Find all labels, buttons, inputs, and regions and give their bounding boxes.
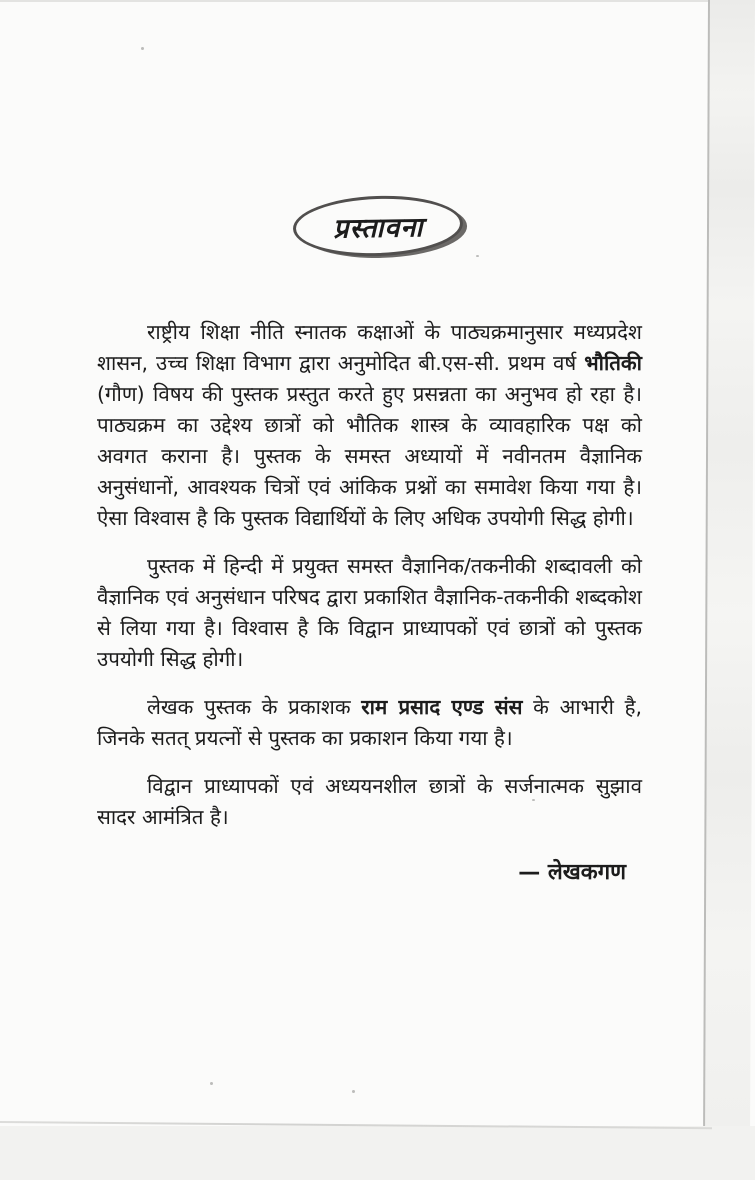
scan-bottom-area (0, 1126, 755, 1180)
scan-speck (210, 1082, 213, 1085)
scan-top-edge (0, 0, 755, 2)
paragraph: लेखक पुस्तक के प्रकाशक राम प्रसाद एण्ड संस के आभारी है, जिनके सतत् प्रयत्नों से पुस्तक का प्रकाशन किया गया है। (97, 695, 643, 750)
paragraph: राष्ट्रीय शिक्षा नीति स्नातक कक्षाओं के पाठ्यक्रमानुसार मध्यप्रदेश शासन, उच्च शिक्षा विभाग द्वारा अनुमोदित बी.एस-सी. प्रथम वर्ष भौतिकी (गौण) विषय की पुस्तक प्रस्तुत करते हुए प्रसन्नता का अनुभव हो रहा है। पाठ्यक्रम का उद्देश्य छात्रों को भौतिक शास्त्र के व्यावहारिक पक्ष को अवगत कराना है। पुस्तक के समस्त अध्यायों में नवीनतम वैज्ञानिक अनुसंधानों, आवश्यक चित्रों एवं आंकिक प्रश्नों का समावेश किया गया है। ऐसा विश्वास है कि पुस्तक विद्यार्थियों के लिए अधिक उपयोगी सिद्ध होगी। (97, 320, 642, 530)
scan-speck (476, 255, 479, 257)
scan-edge-strip (703, 0, 755, 1180)
paragraph: विद्वान प्राध्यापकों एवं अध्ययनशील छात्रों के सर्जनात्मक सुझाव सादर आमंत्रित है। (97, 774, 642, 829)
page-title: प्रस्तावना (332, 211, 423, 245)
scan-speck (141, 47, 144, 50)
preface-title-oval (293, 196, 463, 256)
scan-speck (352, 1090, 355, 1093)
authors-signature: — लेखकगण (518, 860, 626, 885)
preface-body (97, 317, 642, 887)
title-oval-border (292, 193, 464, 259)
paragraph: पुस्तक में हिन्दी में प्रयुक्त समस्त वैज्ञानिक/तकनीकी शब्दावली को वैज्ञानिक एवं अनुसंधान परिषद द्वारा प्रकाशित वैज्ञानिक-तकनीकी शब्दकोश से लिया गया है। विश्वास है कि विद्वान प्राध्यापकों एवं छात्रों को पुस्तक उपयोगी सिद्ध होगी। (97, 554, 642, 671)
